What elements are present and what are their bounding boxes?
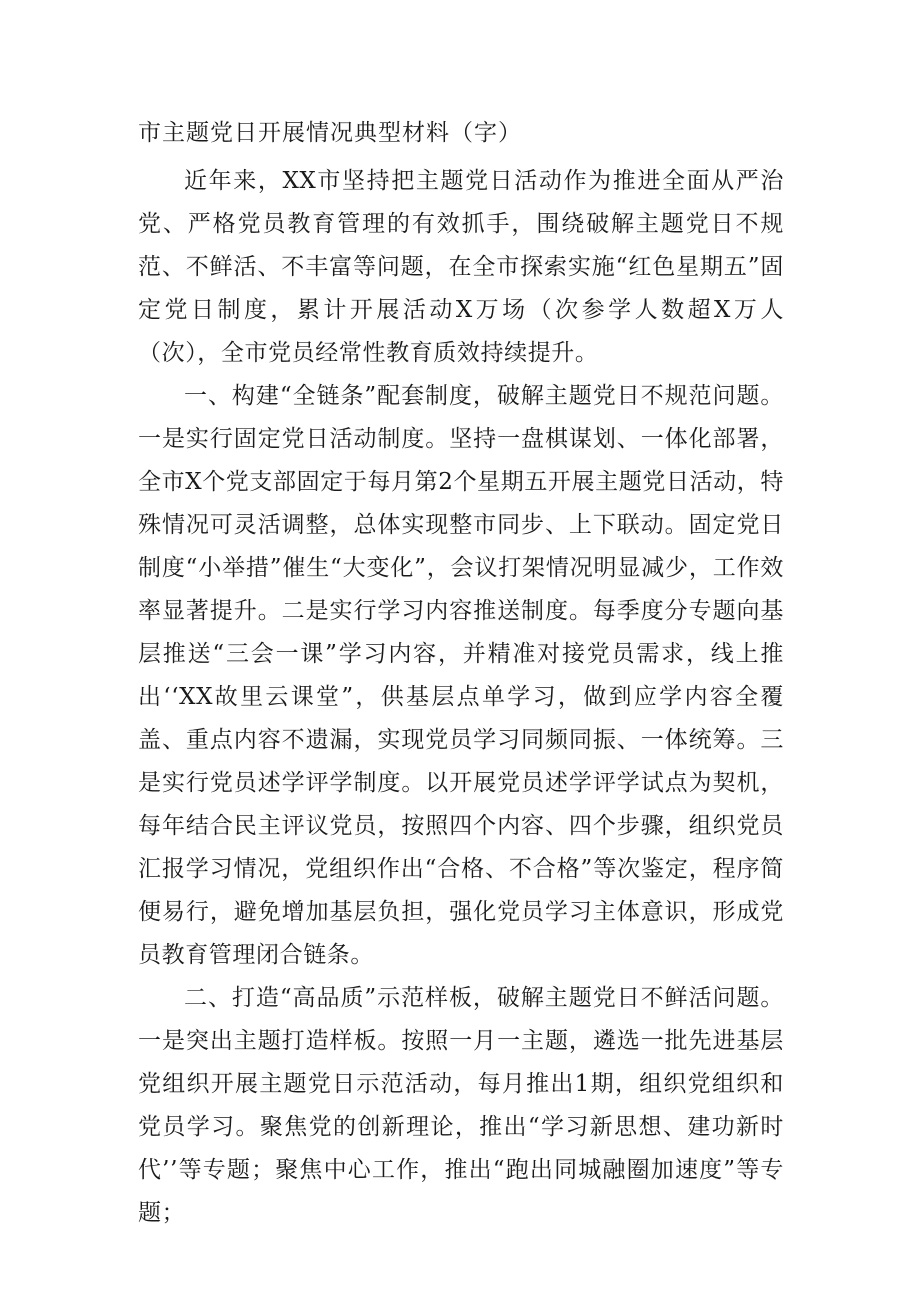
paragraph-intro: 近年来，XX市坚持把主题党日活动作为推进全面从严治党、严格党员教育管理的有效抓手，围绕破解主题党日不规范、不鲜活、不丰富等问题，在全市探索实施“红色星期五”固定党日制度，累计开展活动X万场（次参学人数超X万人（次），全市党员经常性教育质效持续提升。 xyxy=(138,168,784,366)
document-body xyxy=(138,160,784,1235)
document-title: 市主题党日开展情况典型材料（字） xyxy=(138,120,522,146)
paragraph-section-2: 二、打造“高品质”示范样板，破解主题党日不鲜活问题。一是突出主题打造样板。按照一月一主题，遴选一批先进基层党组织开展主题党日示范活动，每月推出1期，组织党组织和党员学习。聚焦党的创新理论，推出“学习新思想、建功新时代’’等专题；聚焦中心工作，推出“跑出同城融圈加速度”等专题； xyxy=(138,985,784,1226)
paragraph-section-1: 一、构建“全链条”配套制度，破解主题党日不规范问题。一是实行固定党日活动制度。坚持一盘棋谋划、一体化部署，全市X个党支部固定于每月第2个星期五开展主题党日活动，特殊情况可灵活调整，总体实现整市同步、上下联动。固定党日制度“小举措”催生“大变化”，会议打架情况明显减少，工作效率显著提升。二是实行学习内容推送制度。每季度分专题向基层推送“三会一课”学习内容，并精准对接党员需求，线上推出‘‘XX故里云课堂”，供基层点单学习，做到应学内容全覆盖、重点内容不遗漏，实现党员学习同频同振、一体统筹。三是实行党员述学评学制度。以开展党员述学评学试点为契机，每年结合民主评议党员，按照四个内容、四个步骤，组织党员汇报学习情况，党组织作出“合格、不合格”等次鉴定，程序简便易行，避免增加基层负担，强化党员学习主体意识，形成党员教育管理闭合链条。 xyxy=(138,383,784,968)
